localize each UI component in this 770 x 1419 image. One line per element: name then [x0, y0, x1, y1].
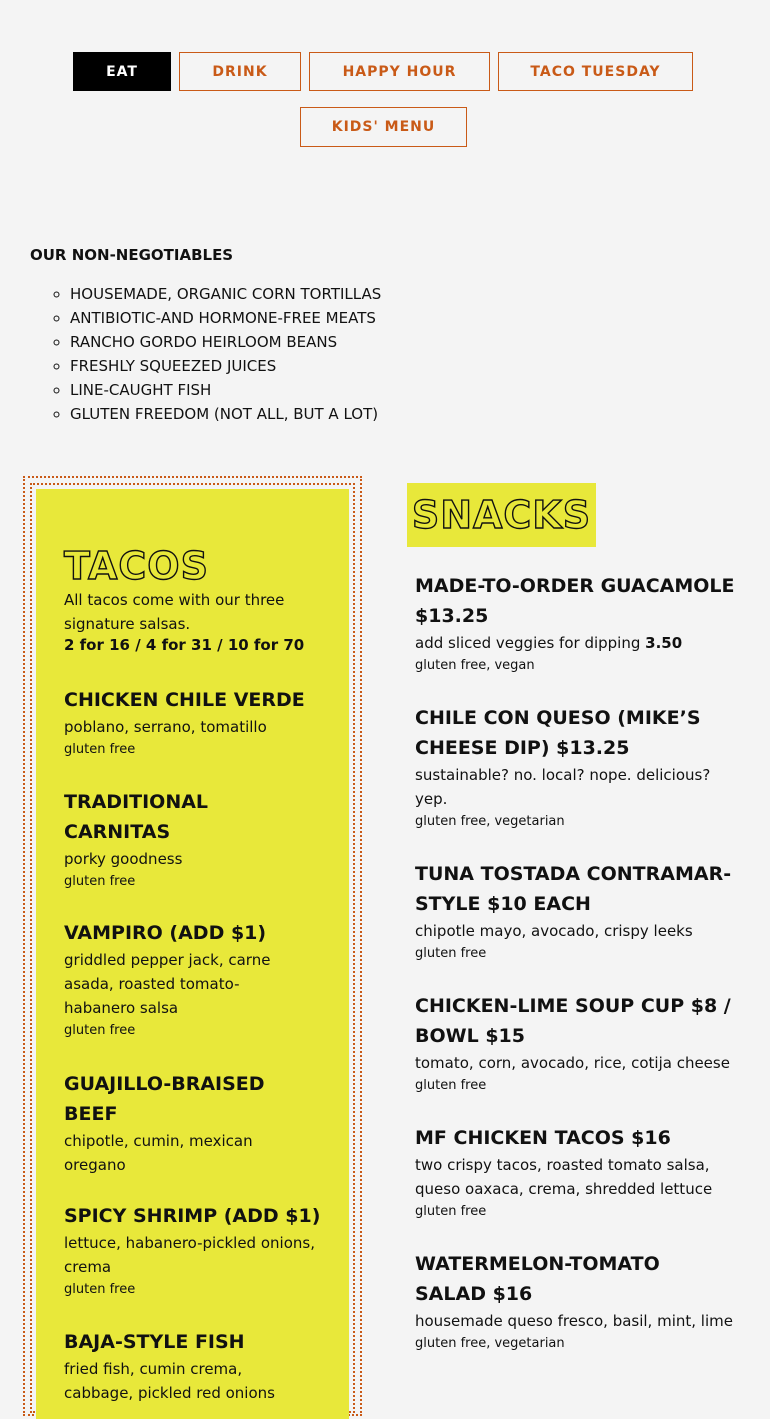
tab-drink[interactable]: DRINK — [179, 52, 301, 91]
item-tags: gluten free, vegetarian — [415, 814, 565, 829]
item-name: MADE-TO-ORDER GUACAMOLE $13.25 — [415, 575, 735, 627]
tab-taco-tuesday[interactable]: TACO TUESDAY — [498, 52, 693, 91]
item-description: griddled pepper jack, carne asada, roasted tomato-habanero salsa — [64, 951, 271, 1017]
tab-kids-menu[interactable]: KIDS' MENU — [300, 107, 467, 147]
item-name: SPICY SHRIMP (ADD $1) — [64, 1205, 321, 1227]
list-item: ◦ FRESHLY SQUEEZED JUICES — [70, 356, 381, 380]
tab-eat[interactable]: EAT — [73, 52, 171, 91]
item-name: TRADITIONAL CARNITAS — [64, 791, 209, 843]
tab-happy-hour[interactable]: HAPPY HOUR — [309, 52, 490, 91]
item-description-text: add sliced veggies for dipping — [415, 634, 641, 652]
list-item: ◦ RANCHO GORDO HEIRLOOM BEANS — [70, 332, 381, 356]
item-tags: gluten free — [64, 1023, 136, 1038]
taco-item — [64, 1327, 314, 1405]
list-item: ◦ LINE-CAUGHT FISH — [70, 380, 381, 404]
snack-item — [415, 991, 760, 1097]
item-description: lettuce, habanero-pickled onions, crema — [64, 1234, 315, 1276]
item-description — [415, 631, 745, 655]
non-negotiables-heading: OUR NON-NEGOTIABLES — [30, 246, 234, 264]
taco-item — [64, 918, 304, 1042]
snack-item — [415, 571, 745, 677]
item-name: TUNA TOSTADA CONTRAMAR-STYLE $10 EACH — [415, 863, 732, 915]
item-description: housemade queso fresco, basil, mint, lime — [415, 1312, 733, 1330]
item-tags: gluten free, vegan — [415, 658, 535, 673]
item-name: VAMPIRO (ADD $1) — [64, 922, 267, 944]
item-description: fried fish, cumin crema, cabbage, pickled red onions — [64, 1360, 275, 1402]
tacos-note: All tacos come with our three signature salsas. — [64, 591, 285, 633]
item-name: CHILE CON QUESO (MIKE’S CHEESE DIP) $13.25 — [415, 707, 701, 759]
non-negotiables-list — [48, 284, 381, 428]
item-name: CHICKEN-LIME SOUP CUP $8 / BOWL $15 — [415, 995, 731, 1047]
taco-item — [64, 1069, 294, 1177]
item-description: poblano, serrano, tomatillo — [64, 718, 267, 736]
list-item: ◦ HOUSEMADE, ORGANIC CORN TORTILLAS — [70, 284, 381, 308]
snack-item — [415, 703, 745, 833]
item-description: porky goodness — [64, 850, 183, 868]
snacks-badge — [407, 483, 596, 547]
taco-item — [64, 1201, 334, 1301]
snack-item — [415, 1249, 735, 1355]
item-description: tomato, corn, avocado, rice, cotija cheese — [415, 1054, 730, 1072]
item-addon-price: 3.50 — [645, 634, 683, 652]
list-item: ◦ GLUTEN FREEDOM (NOT ALL, BUT A LOT) — [70, 404, 381, 428]
item-name: GUAJILLO-BRAISED BEEF — [64, 1073, 265, 1125]
taco-item — [64, 685, 334, 761]
list-item: ◦ ANTIBIOTIC-AND HORMONE-FREE MEATS — [70, 308, 381, 332]
item-description: two crispy tacos, roasted tomato salsa, queso oaxaca, crema, shredded lettuce — [415, 1156, 713, 1198]
snack-item — [415, 859, 755, 965]
taco-item — [64, 787, 274, 893]
item-tags: gluten free — [64, 874, 136, 889]
item-tags: gluten free — [64, 742, 136, 757]
snacks-heading: SNACKS — [411, 493, 592, 537]
item-description: sustainable? no. local? nope. delicious? yep. — [415, 766, 711, 808]
item-tags: gluten free — [415, 1204, 487, 1219]
item-tags: gluten free — [415, 1078, 487, 1093]
tacos-price: 2 for 16 / 4 for 31 / 10 for 70 — [64, 636, 305, 654]
item-name: CHICKEN CHILE VERDE — [64, 689, 305, 711]
item-name: WATERMELON-TOMATO SALAD $16 — [415, 1253, 660, 1305]
item-tags: gluten free — [415, 946, 487, 961]
snack-item — [415, 1123, 755, 1223]
item-tags: gluten free, vegetarian — [415, 1336, 565, 1351]
item-name: BAJA-STYLE FISH — [64, 1331, 245, 1353]
item-description: chipotle, cumin, mexican oregano — [64, 1132, 253, 1174]
item-description: chipotle mayo, avocado, crispy leeks — [415, 922, 693, 940]
item-name: MF CHICKEN TACOS $16 — [415, 1127, 671, 1149]
item-tags: gluten free — [64, 1282, 136, 1297]
tacos-heading: TACOS — [64, 544, 209, 588]
